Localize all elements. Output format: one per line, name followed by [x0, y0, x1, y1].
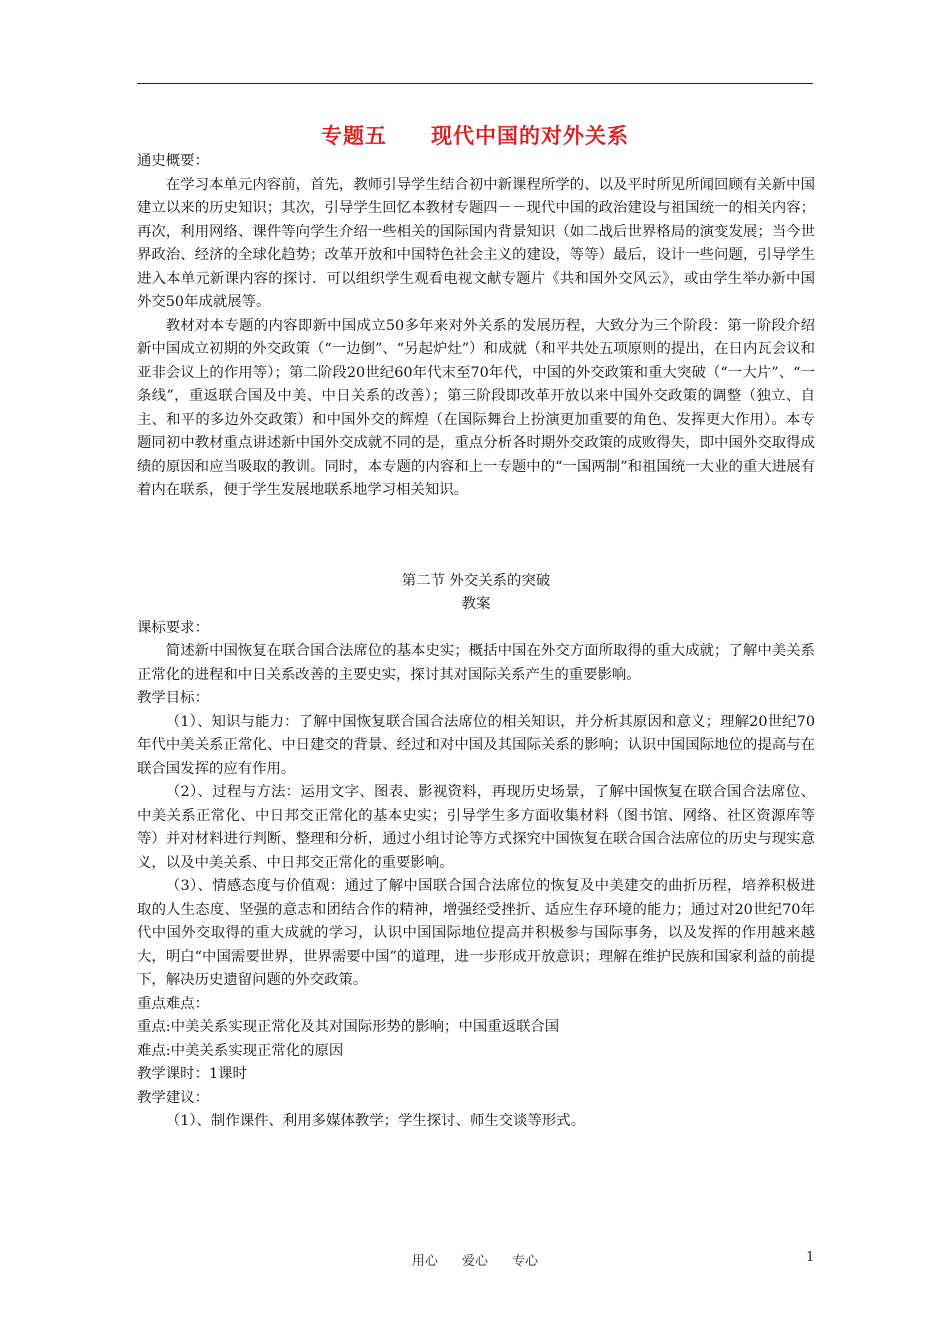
- keypoints-label: 重点难点：: [137, 995, 209, 1012]
- page-number: 1: [806, 1250, 815, 1265]
- overview-paragraph-1: 在学习本单元内容前，首先，教师引导学生结合初中新课程所学的、以及平时所见所闻回顾有关新中国建立以来的历史知识；其次，引导学生回忆本教材专题四－－现代中国的政治建设与祖国统一的相关内容；再次，利用网络、课件等向学生介绍一些相关的国际国内背景知识（如二战后世界格局的演变发展；当今世界政治、经济的全球化趋势；改革开放和中国特色社会主义的建设，等等）最后，设计一些问题，引导学生进入本单元新课内容的探讨．可以组织学生观看电视文献专题片《共和国外交风云》，或由学生举办新中国外交50年成就展等。: [137, 176, 815, 310]
- suggestion-1: （1）、制作课件、利用多媒体教学；学生探讨、师生交谈等形式。: [165, 1113, 586, 1129]
- overview-label: 通史概要：: [137, 153, 209, 169]
- teaching-hours: 教学课时：1课时: [137, 1066, 247, 1082]
- keypoints-focus: 重点:中美关系实现正常化及其对国际形势的影响；中国重返联合国: [137, 1019, 560, 1035]
- keypoints-difficulty: 难点:中美关系实现正常化的原因: [137, 1042, 344, 1059]
- standards-label: 课标要求：: [137, 619, 209, 636]
- goals-label: 教学目标：: [137, 690, 209, 706]
- section-subheading: 教案: [461, 596, 491, 612]
- overview-paragraph-2: 教材对本专题的内容即新中国成立50多年来对外关系的发展历程，大致分为三个阶段：第一阶段介绍新中国成立初期的外交政策（“一边倒”、“另起炉灶”）和成就（和平共处五项原则的提出，在日内瓦会议和亚非会议上的作用等）；第二阶段20世纪60年代末至70年代，中国的外交政策和重大突破（“一大片”、“一条线”，重返联合国及中美、中日关系的改善）；第三阶段即改革开放以来中国外交政策的调整（独立、自主、和平的多边外交政策）和中国外交的辉煌（在国际舞台上扮演更加重要的角色、发挥更大作用）。本专题同初中教材重点讲述新中国外交成就不同的是，重点分析各时期外交政策的成败得失，即中国外交取得成绩的原因和应当吸取的教训。同时，本专题的内容和上一专题中的“一国两制”和祖国统一大业的重大进展有着内在联系，便于学生发展地联系地学习相关知识。: [137, 317, 815, 498]
- footer-word-1: 用心: [411, 1254, 438, 1269]
- document-body: [137, 150, 815, 1134]
- goal-values: （3）、情感态度与价值观：通过了解中国联合国合法席位的恢复及中美建交的曲折历程，培养积极进取的人生态度、坚强的意志和团结合作的精神，增强经受挫折、适应生存环境的能力；通过对20世纪70年代中国外交取得的重大成就的学习，认识中国国际地位提高并积极参与国际事务，以及发挥的作用越来越大，明白“中国需要世界，世界需要中国”的道理，进一步形成开放意识；理解在维护民族和国家利益的前提下，解决历史遗留问题的外交政策。: [137, 878, 815, 988]
- goal-knowledge: （1）、知识与能力：了解中国恢复联合国合法席位的相关知识，并分析其原因和意义；理解20世纪70年代中美关系正常化、中日建交的背景、经过和对中国及其国际关系的影响；认识中国国际地位的提高与在联合国发挥的应有作用。: [137, 713, 815, 777]
- footer-word-3: 专心: [512, 1254, 539, 1269]
- goal-process: （2）、过程与方法：运用文字、图表、影视资料，再现历史场景，了解中国恢复在联合国合法席位、中美关系正常化、中日邦交正常化的基本史实；引导学生多方面收集材料（图书馆、网络、社区资源库等等）并对材料进行判断、整理和分析，通过小组讨论等方式探究中国恢复在联合国合法席位的历史与现实意义，以及中美关系、中日邦交正常化的重要影响。: [137, 784, 815, 871]
- section-heading: 第二节 外交关系的突破: [401, 572, 551, 589]
- suggestions-label: 教学建议：: [137, 1089, 209, 1106]
- standards-text: 简述新中国恢复在联合国合法席位的基本史实；概括中国在外交方面所取得的重大成就；了解中美关系正常化的进程和中日关系改善的主要史实，探讨其对国际关系产生的重要影响。: [137, 643, 815, 683]
- page-title: 专题五 现代中国的对外关系: [321, 123, 629, 148]
- footer-word-2: 爱心: [461, 1254, 488, 1269]
- header-rule: [137, 83, 813, 84]
- section-spacer: [137, 503, 815, 570]
